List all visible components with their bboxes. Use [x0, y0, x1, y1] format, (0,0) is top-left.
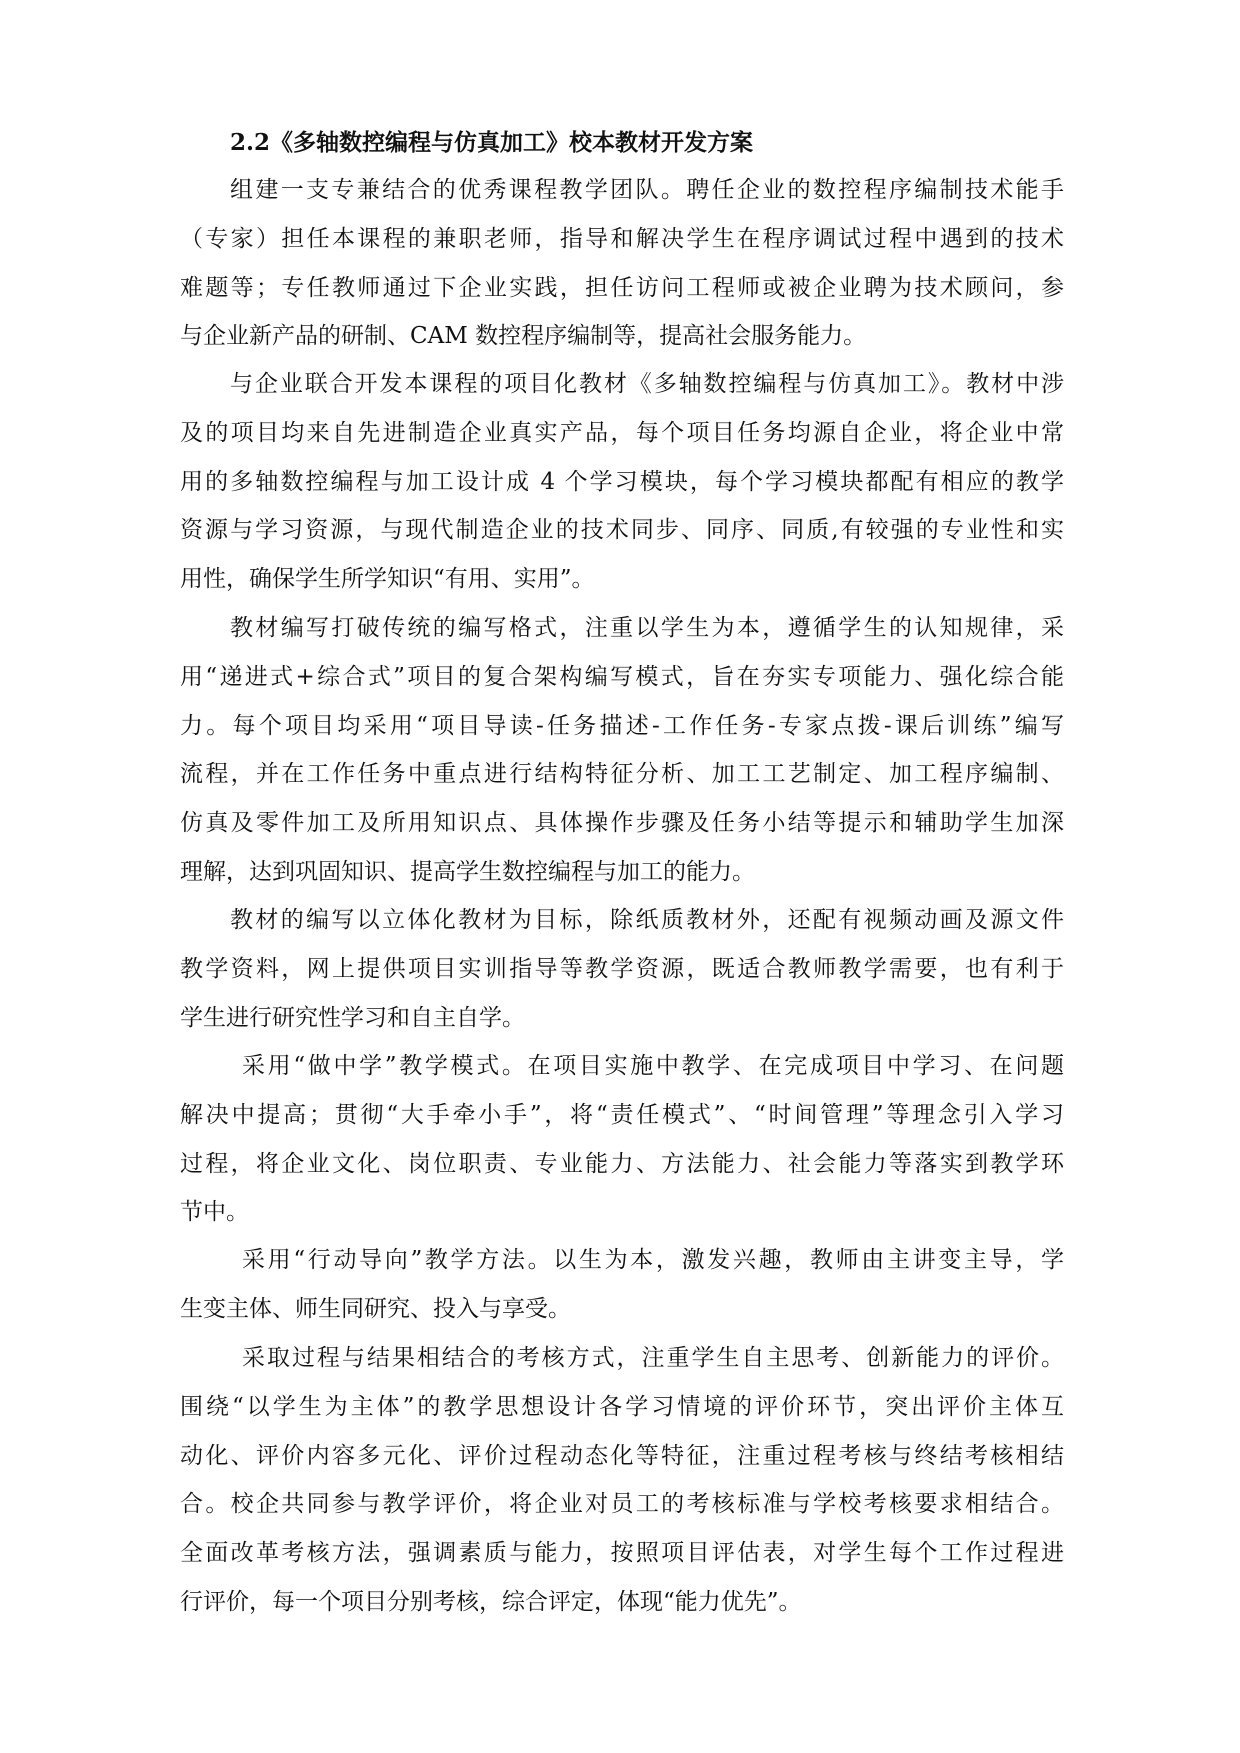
text-line: 教材的编写以立体化教材为目标，除纸质教材外，还配有视频动画及源文件: [230, 907, 1064, 933]
text-line: 采取过程与结果相结合的考核方式，注重学生自主思考、创新能力的评价。: [242, 1345, 1064, 1371]
text-line: 用的多轴数控编程与加工设计成 4 个学习模块，每个学习模块都配有相应的教学: [180, 468, 1064, 495]
text-line: 资源与学习资源，与现代制造企业的技术同步、同序、同质,有较强的专业性和实: [180, 517, 1064, 544]
text-line: 学生进行研究性学习和自主自学。: [180, 1004, 525, 1031]
text-line: 过程，将企业文化、岗位职责、专业能力、方法能力、社会能力等落实到教学环: [180, 1150, 1064, 1177]
text-line: 合。校企共同参与教学评价，将企业对员工的考核标准与学校考核要求相结合。: [180, 1491, 1064, 1518]
text-line: 动化、评价内容多元化、评价过程动态化等特征，注重过程考核与终结考核相结: [180, 1442, 1064, 1469]
text-line: 生变主体、师生同研究、投入与享受。: [180, 1295, 571, 1322]
text-line: 教学资料，网上提供项目实训指导等教学资源，既适合教师教学需要，也有利于: [180, 955, 1064, 982]
text-line: 理解，达到巩固知识、提高学生数控编程与加工的能力。: [180, 858, 755, 885]
text-line: 行评价，每一个项目分别考核，综合评定，体现“能力优先”。: [180, 1588, 802, 1615]
text-line: 教材编写打破传统的编写格式，注重以学生为本，遵循学生的认知规律，采: [230, 615, 1064, 641]
text-line: 力。每个项目均采用“项目导读-任务描述-工作任务-专家点拨-课后训练”编写: [180, 712, 1064, 739]
text-line: 采用“行动导向”教学方法。以生为本，激发兴趣，教师由主讲变主导，学: [242, 1247, 1064, 1273]
text-line: 及的项目均来自先进制造企业真实产品，每个项目任务均源自企业，将企业中常: [180, 419, 1064, 446]
section-heading: 2.2《多轴数控编程与仿真加工》校本教材开发方案: [230, 129, 754, 156]
text-line: 与企业新产品的研制、CAM 数控程序编制等，提高社会服务能力。: [180, 323, 867, 350]
text-line: 仿真及零件加工及所用知识点、具体操作步骤及任务小结等提示和辅助学生加深: [180, 810, 1064, 837]
text-line: 组建一支专兼结合的优秀课程教学团队。聘任企业的数控程序编制技术能手: [230, 177, 1064, 203]
text-line: 节中。: [180, 1199, 249, 1226]
paragraph-textbook-development: [180, 360, 1064, 604]
paragraph-teaching-team: [180, 166, 1064, 361]
text-line: 解决中提高；贯彻“大手牵小手”，将“责任模式”、“时间管理”等理念引入学习: [180, 1101, 1064, 1128]
text-line: 围绕“以学生为主体”的教学思想设计各学习情境的评价环节，突出评价主体互: [180, 1393, 1064, 1420]
text-line: （专家）担任本课程的兼职老师，指导和解决学生在程序调试过程中遇到的技术: [180, 225, 1064, 252]
text-line: 采用“做中学”教学模式。在项目实施中教学、在完成项目中学习、在问题: [242, 1053, 1064, 1079]
text-line: 流程，并在工作任务中重点进行结构特征分析、加工工艺制定、加工程序编制、: [180, 761, 1064, 788]
text-line: 与企业联合开发本课程的项目化教材《多轴数控编程与仿真加工》。教材中涉: [230, 371, 1064, 397]
paragraph-assessment: [180, 1334, 1064, 1627]
paragraph-learning-by-doing: [180, 1042, 1064, 1237]
paragraph-action-oriented: [180, 1236, 1064, 1334]
text-line: 难题等；专任教师通过下企业实践，担任访问工程师或被企业聘为技术顾问，参: [180, 274, 1064, 301]
text-line: 用性，确保学生所学知识“有用、实用”。: [180, 566, 595, 593]
paragraph-multimedia-materials: [180, 896, 1064, 1042]
text-line: 用“递进式+综合式”项目的复合架构编写模式，旨在夯实专项能力、强化综合能: [180, 663, 1064, 690]
text-line: 全面改革考核方法，强调素质与能力，按照项目评估表，对学生每个工作过程进: [180, 1540, 1064, 1567]
paragraph-writing-format: [180, 604, 1064, 897]
